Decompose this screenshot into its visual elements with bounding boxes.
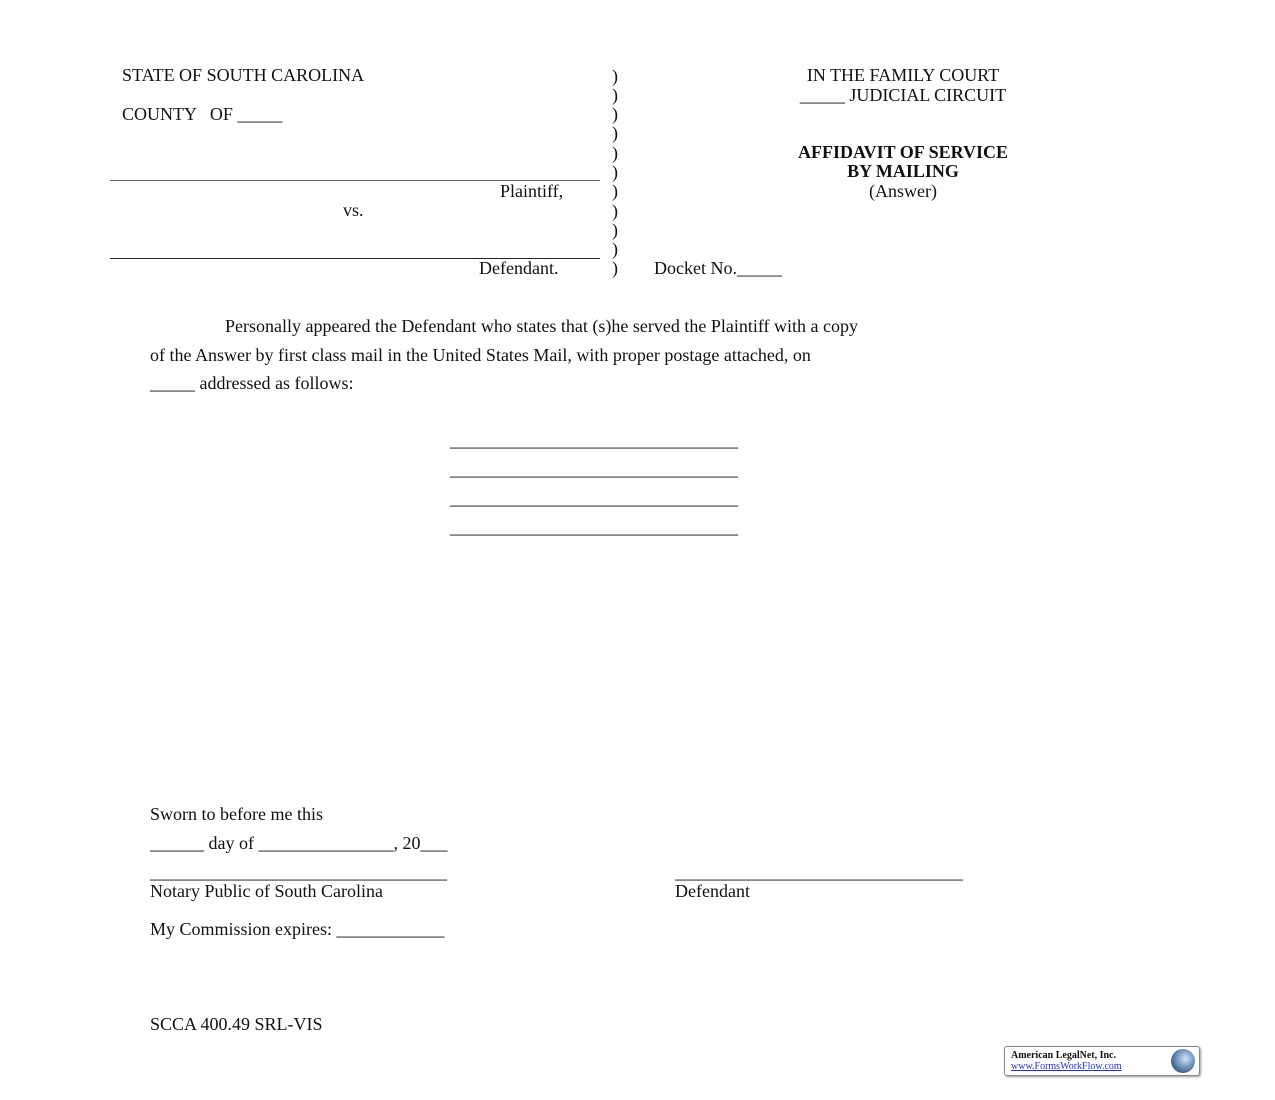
paren: ) bbox=[612, 85, 618, 105]
notary-signature-line: _________________________________ bbox=[150, 862, 447, 882]
logo-name: American LegalNet, Inc. bbox=[1011, 1050, 1116, 1061]
paragraph-line: Personally appeared the Defendant who states that (s)he served the Plaintiff with a copy bbox=[225, 316, 858, 336]
document-subtitle: (Answer) bbox=[869, 181, 937, 201]
sworn-text: Sworn to before me this bbox=[150, 804, 323, 824]
globe-icon bbox=[1171, 1049, 1195, 1073]
paren: ) bbox=[612, 181, 618, 201]
paren: ) bbox=[612, 143, 618, 163]
paren: ) bbox=[612, 66, 618, 86]
affidavit-paragraph bbox=[150, 312, 1110, 398]
paragraph-line: of the Answer by first class mail in the United States Mail, with proper postage attached, on bbox=[150, 344, 811, 365]
document-title-line1: AFFIDAVIT OF SERVICE bbox=[797, 142, 1009, 162]
paren: ) bbox=[612, 201, 618, 221]
court-name: IN THE FAMILY COURT bbox=[806, 65, 1000, 85]
paren: ) bbox=[612, 220, 618, 240]
plaintiff-label: Plaintiff, bbox=[500, 181, 564, 201]
paren: ) bbox=[612, 123, 618, 143]
publisher-logo[interactable] bbox=[1004, 1046, 1200, 1076]
paren: ) bbox=[612, 258, 618, 278]
form-id: SCCA 400.49 SRL-VIS bbox=[150, 1014, 323, 1034]
sworn-date: ______ day of _______________, 20___ bbox=[150, 833, 448, 853]
defendant-signature-label: Defendant bbox=[675, 881, 750, 901]
address-line: ________________________________ bbox=[450, 517, 738, 537]
state-heading: STATE OF SOUTH CAROLINA bbox=[122, 65, 365, 85]
defendant-signature-line: ________________________________ bbox=[675, 862, 963, 882]
paragraph-line: _____ addressed as follows: bbox=[150, 373, 354, 393]
county-field: COUNTY OF _____ bbox=[122, 104, 283, 124]
defendant-label: Defendant. bbox=[479, 258, 559, 278]
paren: ) bbox=[612, 104, 618, 124]
paren: ) bbox=[612, 239, 618, 259]
docket-number: Docket No._____ bbox=[654, 258, 782, 278]
address-line: ________________________________ bbox=[450, 459, 738, 479]
judicial-circuit: _____ JUDICIAL CIRCUIT bbox=[799, 85, 1007, 105]
address-line: ________________________________ bbox=[450, 430, 738, 450]
paren: ) bbox=[612, 162, 618, 182]
address-line: ________________________________ bbox=[450, 488, 738, 508]
commission-expires: My Commission expires: ____________ bbox=[150, 919, 445, 939]
notary-label: Notary Public of South Carolina bbox=[150, 881, 383, 901]
document-title-line2: BY MAILING bbox=[847, 161, 959, 181]
vs-label: vs. bbox=[343, 200, 364, 220]
logo-link[interactable]: www.FormsWorkFlow.com bbox=[1011, 1061, 1122, 1072]
